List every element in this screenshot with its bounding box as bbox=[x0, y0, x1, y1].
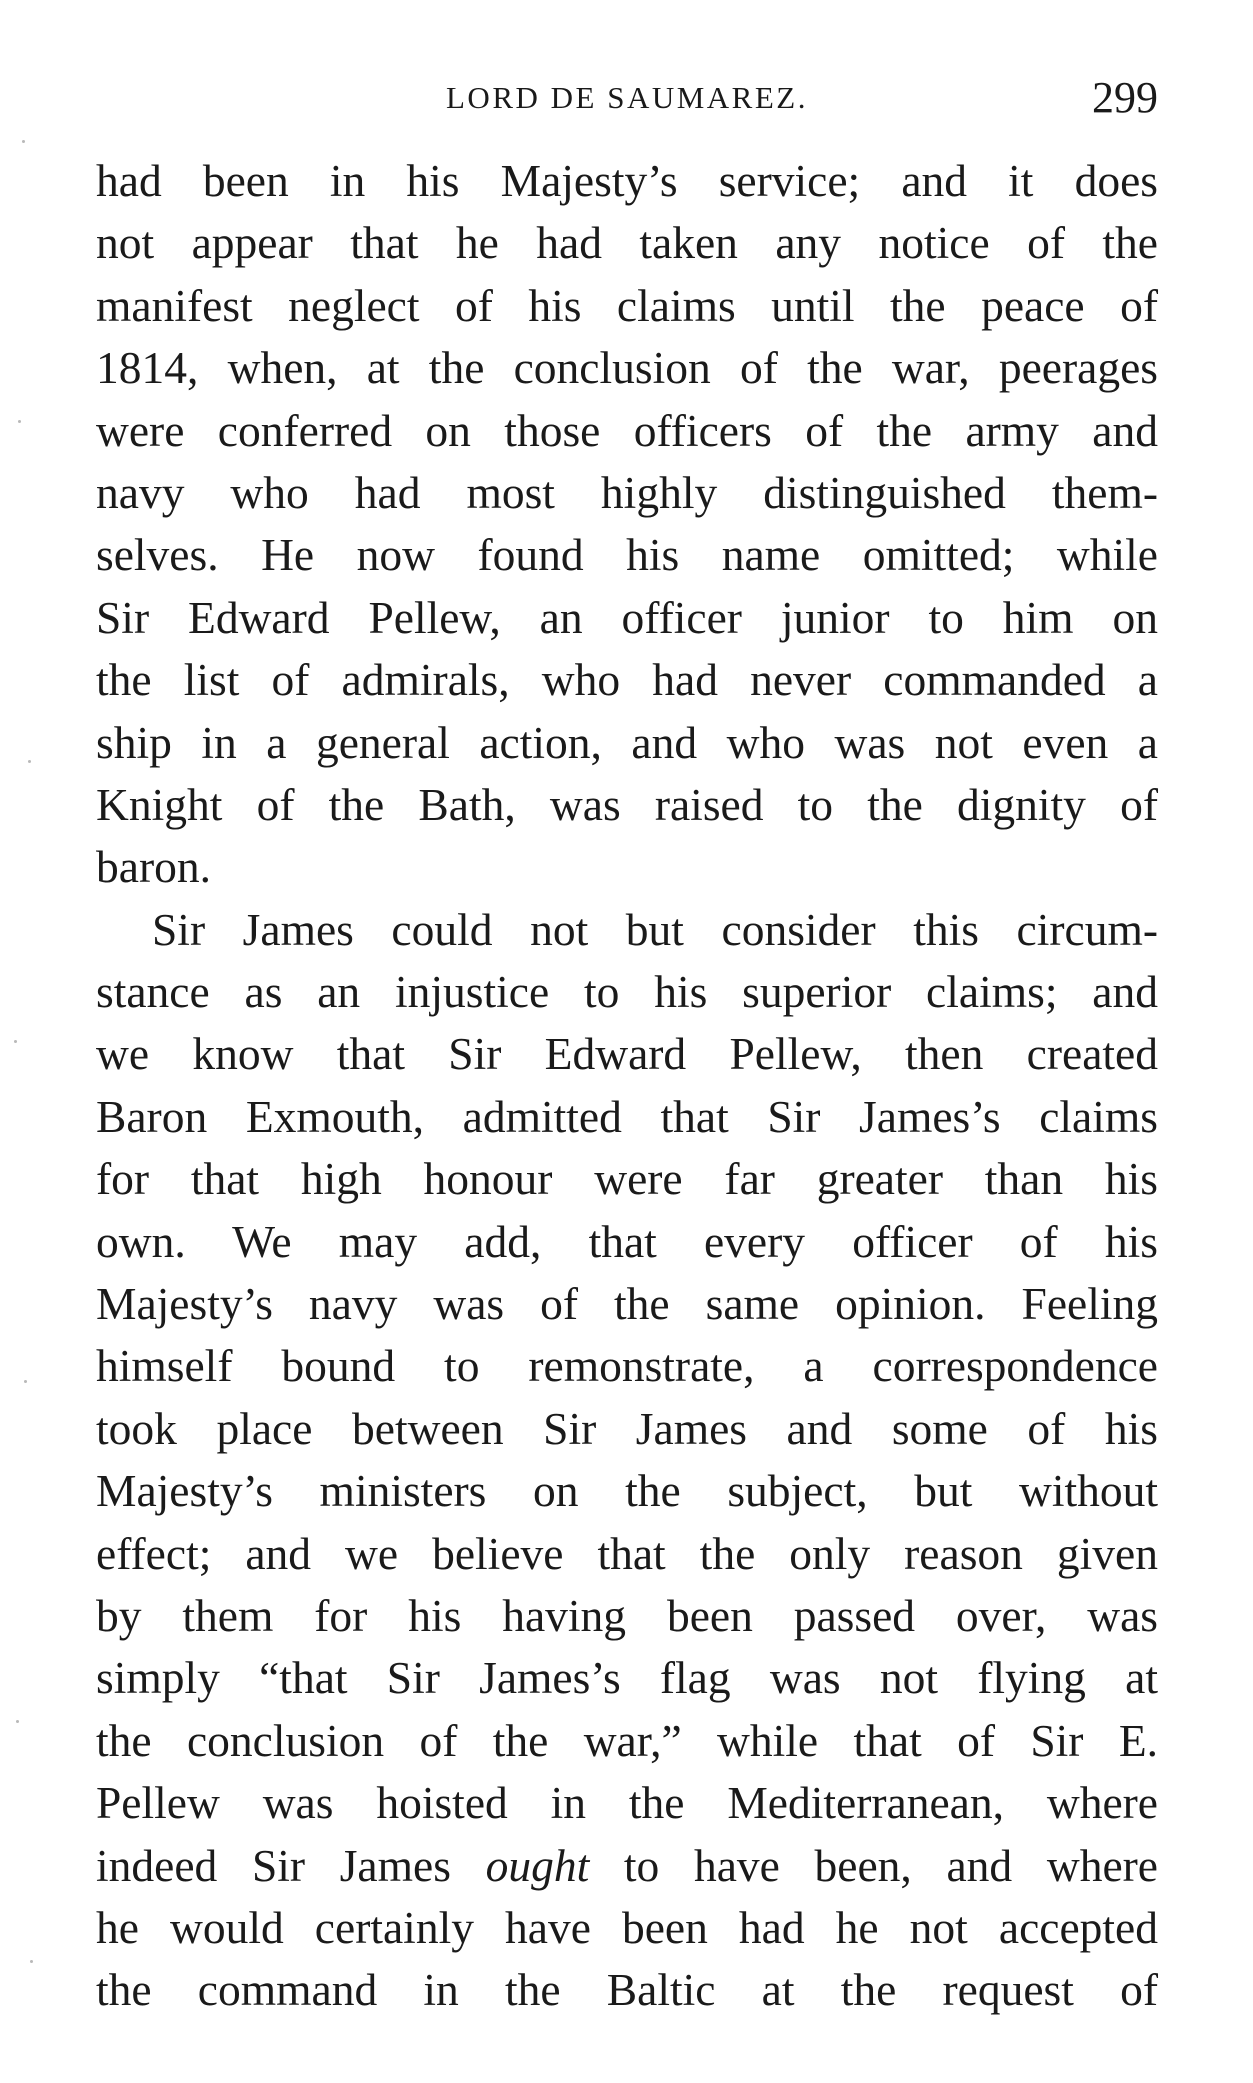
text-line: for that high honour were far greater than his bbox=[96, 1153, 1158, 1205]
text-line: the list of admirals, who had never commanded a bbox=[96, 654, 1158, 706]
text-line: indeed Sir James ought to have been, and where bbox=[96, 1839, 1158, 1891]
text-line: simply “that Sir James’s flag was not flying at bbox=[96, 1652, 1158, 1704]
text-line: Knight of the Bath, was raised to the dignity of bbox=[96, 778, 1158, 830]
running-title: LORD DE SAUMAREZ. bbox=[446, 80, 808, 115]
text-line: ship in a general action, and who was not even a bbox=[96, 716, 1158, 768]
text-line: selves. He now found his name omitted; while bbox=[96, 529, 1158, 581]
text-line: the conclusion of the war,” while that of Sir E. bbox=[96, 1714, 1158, 1766]
text-line: Pellew was hoisted in the Mediterranean, where bbox=[96, 1777, 1158, 1829]
text-line: we know that Sir Edward Pellew, then created bbox=[96, 1028, 1158, 1080]
scan-speck bbox=[30, 1960, 33, 1963]
text-line: Sir Edward Pellew, an officer junior to him on bbox=[96, 591, 1158, 643]
scan-speck bbox=[16, 1720, 19, 1723]
text-line: by them for his having been passed over, was bbox=[96, 1589, 1158, 1641]
text-line: the command in the Baltic at the request of bbox=[96, 1964, 1158, 2016]
text-line: navy who had most highly distinguished them- bbox=[96, 466, 1158, 518]
text-line: effect; and we believe that the only reason given bbox=[96, 1527, 1158, 1579]
text-line: stance as an injustice to his superior claims; and bbox=[96, 966, 1158, 1018]
body-text bbox=[96, 150, 1158, 2022]
text-line: not appear that he had taken any notice of the bbox=[96, 217, 1158, 269]
text-line: took place between Sir James and some of his bbox=[96, 1402, 1158, 1454]
text-line: had been in his Majesty’s service; and it does bbox=[96, 155, 1158, 206]
text-line: Majesty’s ministers on the subject, but without bbox=[96, 1465, 1158, 1517]
italic-emphasis: ought bbox=[485, 1839, 590, 1891]
scan-speck bbox=[28, 760, 31, 763]
scan-speck bbox=[24, 1380, 27, 1383]
page-number: 299 bbox=[1092, 73, 1158, 122]
text-line: 1814, when, at the conclusion of the war, peerages bbox=[96, 342, 1158, 394]
paragraph-start-line: Sir James could not but consider this circum- bbox=[152, 903, 1158, 955]
text-line: were conferred on those officers of the army and bbox=[96, 404, 1158, 456]
text-line: Baron Exmouth, admitted that Sir James’s claims bbox=[96, 1090, 1158, 1142]
text-line: manifest neglect of his claims until the peace of bbox=[96, 279, 1158, 331]
text-line: baron. bbox=[96, 841, 211, 893]
text-line: himself bound to remonstrate, a correspondence bbox=[96, 1340, 1158, 1392]
text-line: Majesty’s navy was of the same opinion. Feeling bbox=[96, 1278, 1158, 1330]
scan-speck bbox=[14, 1040, 17, 1043]
running-head bbox=[96, 72, 1158, 122]
scan-speck bbox=[18, 420, 21, 423]
text-line: own. We may add, that every officer of his bbox=[96, 1215, 1158, 1267]
scan-speck bbox=[22, 140, 25, 143]
text-line: he would certainly have been had he not accepted bbox=[96, 1901, 1158, 1953]
